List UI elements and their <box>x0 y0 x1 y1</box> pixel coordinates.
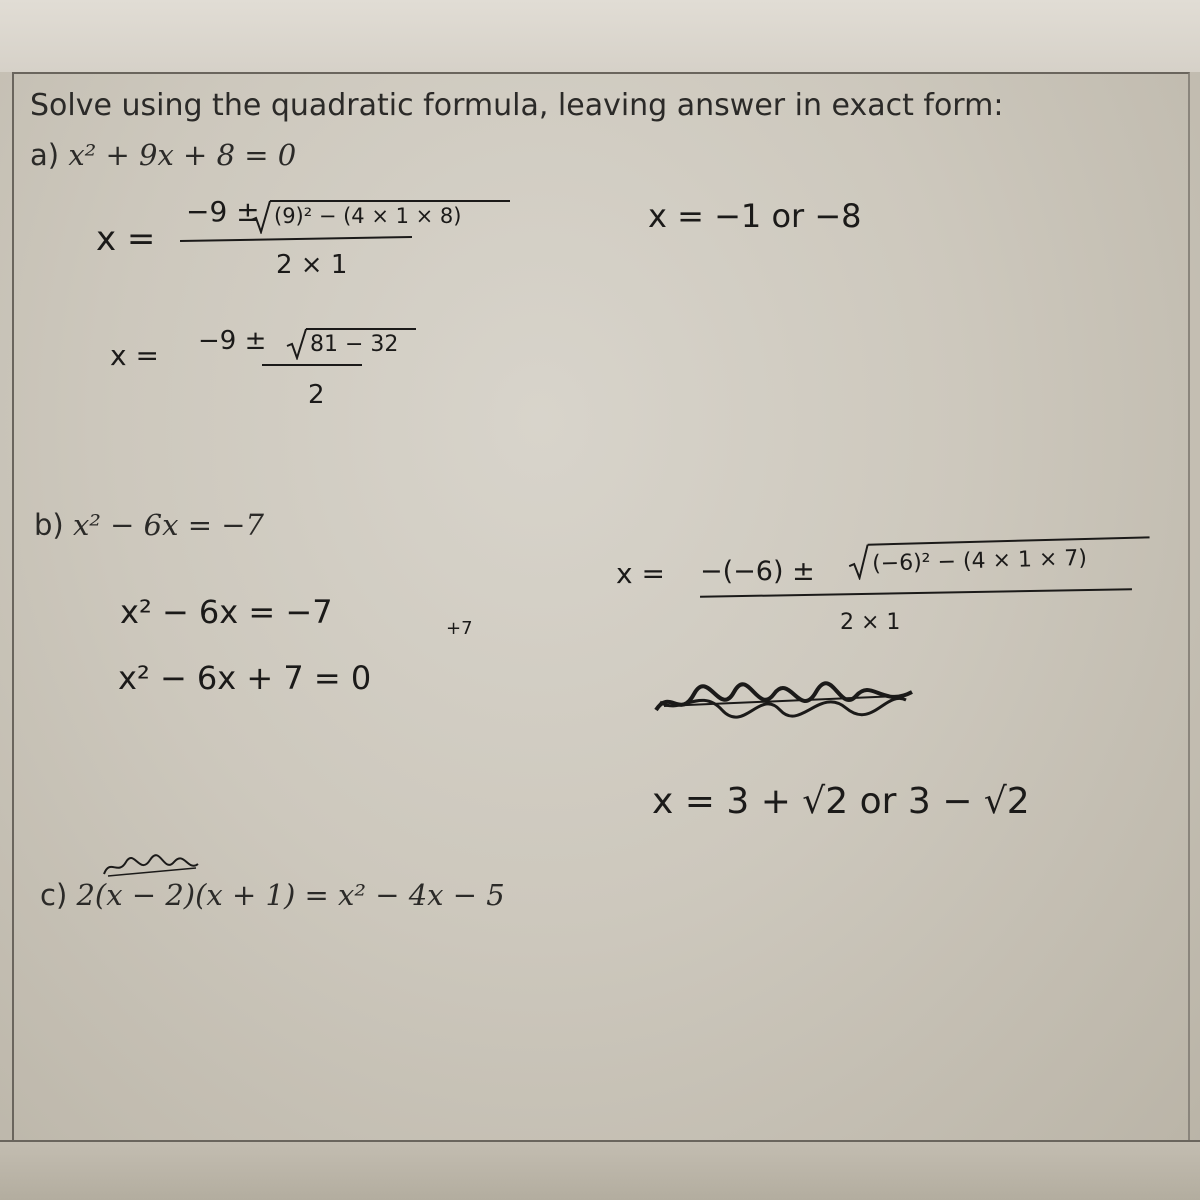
work-a-line2-lhs: x = <box>110 339 159 372</box>
question-b-equation: x² − 6x = −7 <box>72 508 264 542</box>
work-b-step2: x² − 6x + 7 = 0 <box>118 659 372 697</box>
page-top-margin <box>0 0 1200 72</box>
fraction-bar-2 <box>262 364 362 366</box>
work-b-formula-denominator: 2 × 1 <box>840 610 901 635</box>
question-b-label: b) <box>34 508 64 542</box>
radical-icon <box>848 544 871 581</box>
work-a-line2-denominator: 2 <box>308 380 325 410</box>
work-a-line1-numerator-prefix: −9 ± <box>186 195 260 228</box>
work-a-line1-denominator: 2 × 1 <box>276 250 348 280</box>
work-b-radicand: (−6)² − (4 × 1 × 7) <box>871 545 1088 577</box>
square-root-sign-2 <box>306 328 416 358</box>
square-root-sign <box>270 200 510 232</box>
work-b-step1: x² − 6x = −7 <box>120 593 333 631</box>
question-a-equation: x² + 9x + 8 = 0 <box>68 138 297 172</box>
work-a-line2-numerator-prefix: −9 ± <box>198 326 267 356</box>
page-bottom-margin <box>0 1142 1200 1200</box>
work-a-answer: x = −1 or −8 <box>648 197 862 235</box>
worksheet-instructions: Solve using the quadratic formula, leaving answer in exact form: <box>30 88 1004 123</box>
crossed-out-scribble <box>650 680 920 724</box>
question-a <box>30 138 296 172</box>
work-a-line1-radicand: (9)² − (4 × 1 × 8) <box>274 204 462 228</box>
work-b-formula-lhs: x = <box>616 557 665 590</box>
question-c-equation: 2(x − 2)(x + 1) = x² − 4x − 5 <box>76 878 505 912</box>
work-b-step1-note: +7 <box>446 618 473 639</box>
radical-icon <box>250 200 272 234</box>
radical-icon <box>286 328 308 360</box>
work-b-answer: x = 3 + √2 or 3 − √2 <box>652 781 1030 822</box>
question-c-scribble <box>100 852 204 882</box>
work-a-line1-lhs: x = <box>96 219 156 259</box>
work-a-line2-radicand: 81 − 32 <box>310 332 399 357</box>
question-c-label: c) <box>40 878 68 912</box>
question-a-label: a) <box>30 138 60 172</box>
work-b-formula-prefix: −(−6) ± <box>700 556 815 587</box>
question-c <box>40 878 505 912</box>
question-b <box>34 508 264 542</box>
